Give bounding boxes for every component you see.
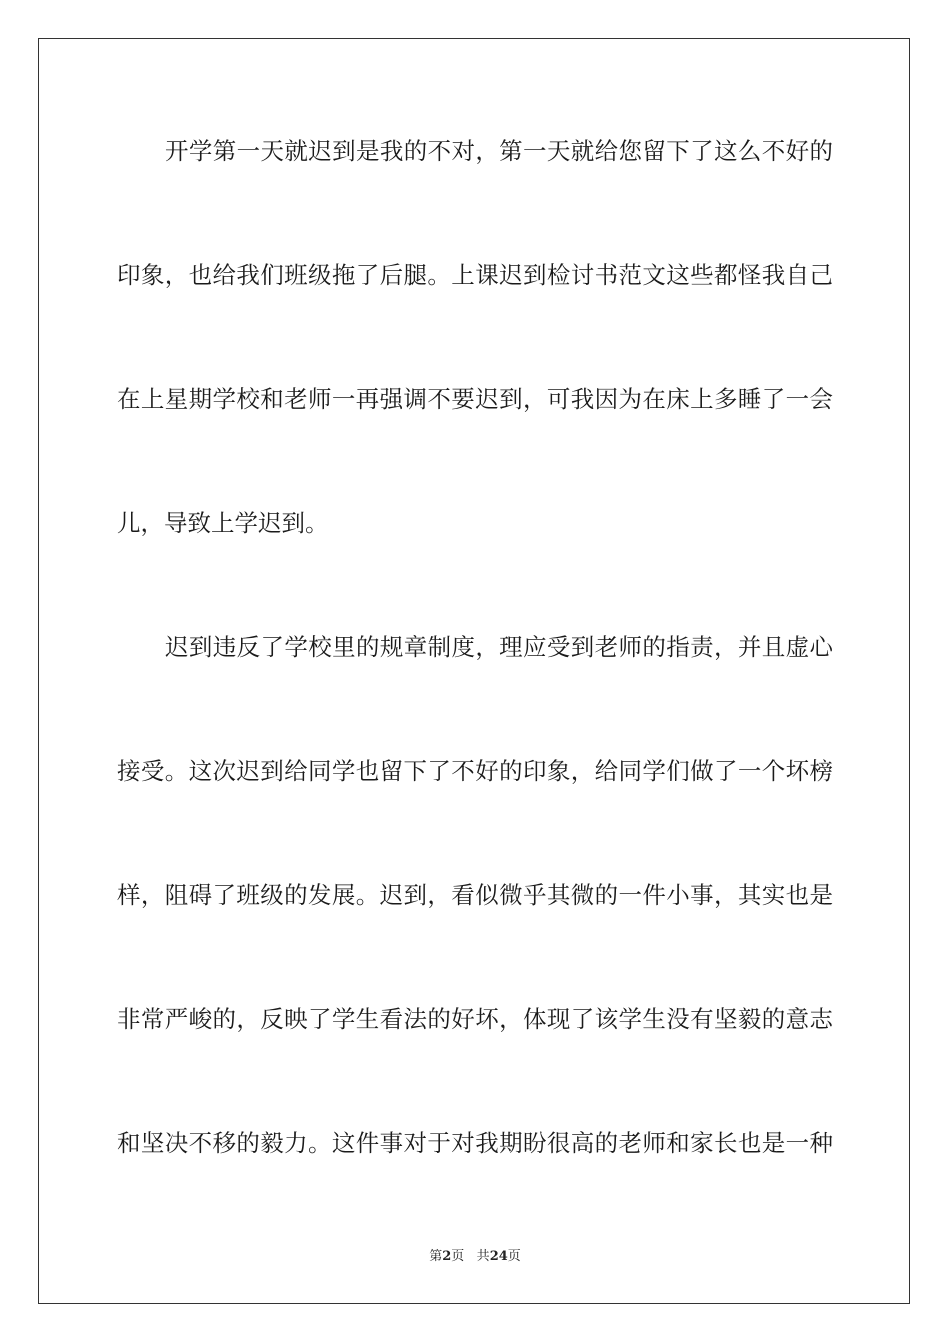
current-page-number: 2 bbox=[442, 1249, 452, 1264]
paragraph-2-line-3: 样，阻碍了班级的发展。迟到，看似微乎其微的一件小事，其实也是 bbox=[117, 881, 833, 909]
total-label-prefix: 共 bbox=[476, 1249, 490, 1264]
total-page-count: 24 bbox=[489, 1249, 508, 1264]
paragraph-2-line-4: 非常严峻的，反映了学生看法的好坏，体现了该学生没有坚毅的意志 bbox=[117, 1005, 833, 1033]
page-label-suffix: 页 bbox=[451, 1249, 465, 1264]
paragraph-2-line-1: 迟到违反了学校里的规章制度，理应受到老师的指责，并且虚心 bbox=[165, 633, 833, 661]
paragraph-1-line-4: 儿，导致上学迟到。 bbox=[117, 509, 329, 537]
page-label-prefix: 第 bbox=[429, 1249, 443, 1264]
page-border bbox=[38, 38, 910, 1304]
paragraph-2-line-5: 和坚决不移的毅力。这件事对于对我期盼很高的老师和家长也是一种 bbox=[117, 1129, 833, 1157]
page-footer bbox=[0, 1248, 950, 1266]
paragraph-1-line-2: 印象，也给我们班级拖了后腿。上课迟到检讨书范文这些都怪我自己 bbox=[117, 261, 833, 289]
paragraph-1-line-3: 在上星期学校和老师一再强调不要迟到，可我因为在床上多睡了一会 bbox=[117, 385, 833, 413]
paragraph-1-line-1: 开学第一天就迟到是我的不对，第一天就给您留下了这么不好的 bbox=[165, 137, 833, 165]
total-label-suffix: 页 bbox=[507, 1249, 521, 1264]
paragraph-2-line-2: 接受。这次迟到给同学也留下了不好的印象，给同学们做了一个坏榜 bbox=[117, 757, 833, 785]
